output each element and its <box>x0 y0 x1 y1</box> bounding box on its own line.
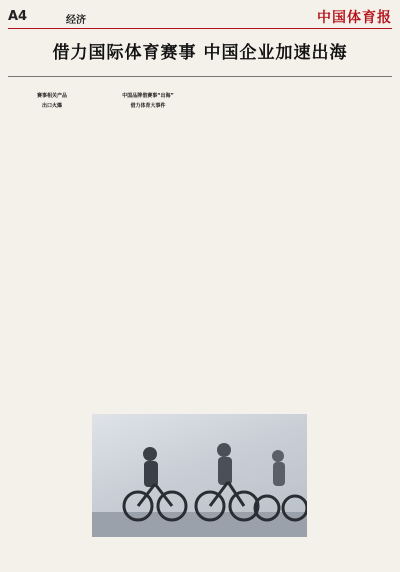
article-column-4 <box>298 86 392 556</box>
headline: 借力国际体育赛事 中国企业加速出海 <box>52 43 348 63</box>
cyclist-figure <box>196 443 258 520</box>
cyclist-figure <box>255 450 307 520</box>
section-name: 经济 <box>66 15 86 26</box>
page-number: A4 <box>8 9 28 24</box>
masthead: 中国体育报 <box>317 10 392 26</box>
article-column-3 <box>200 86 288 409</box>
article-column-2 <box>104 86 192 409</box>
subhead: 出口火爆 <box>41 103 62 109</box>
news-photo <box>92 414 307 537</box>
subhead: 中国品牌借赛事“出海” <box>122 93 174 99</box>
subhead: 赛事相关产品 <box>36 93 67 99</box>
subhead: 借力体育大事件 <box>130 103 166 109</box>
cyclists-illustration <box>92 414 307 537</box>
cyclist-figure <box>124 447 186 520</box>
header-rule <box>8 28 392 29</box>
headline-rule <box>8 76 392 77</box>
page-header <box>8 6 392 28</box>
article-column-1 <box>8 86 96 486</box>
